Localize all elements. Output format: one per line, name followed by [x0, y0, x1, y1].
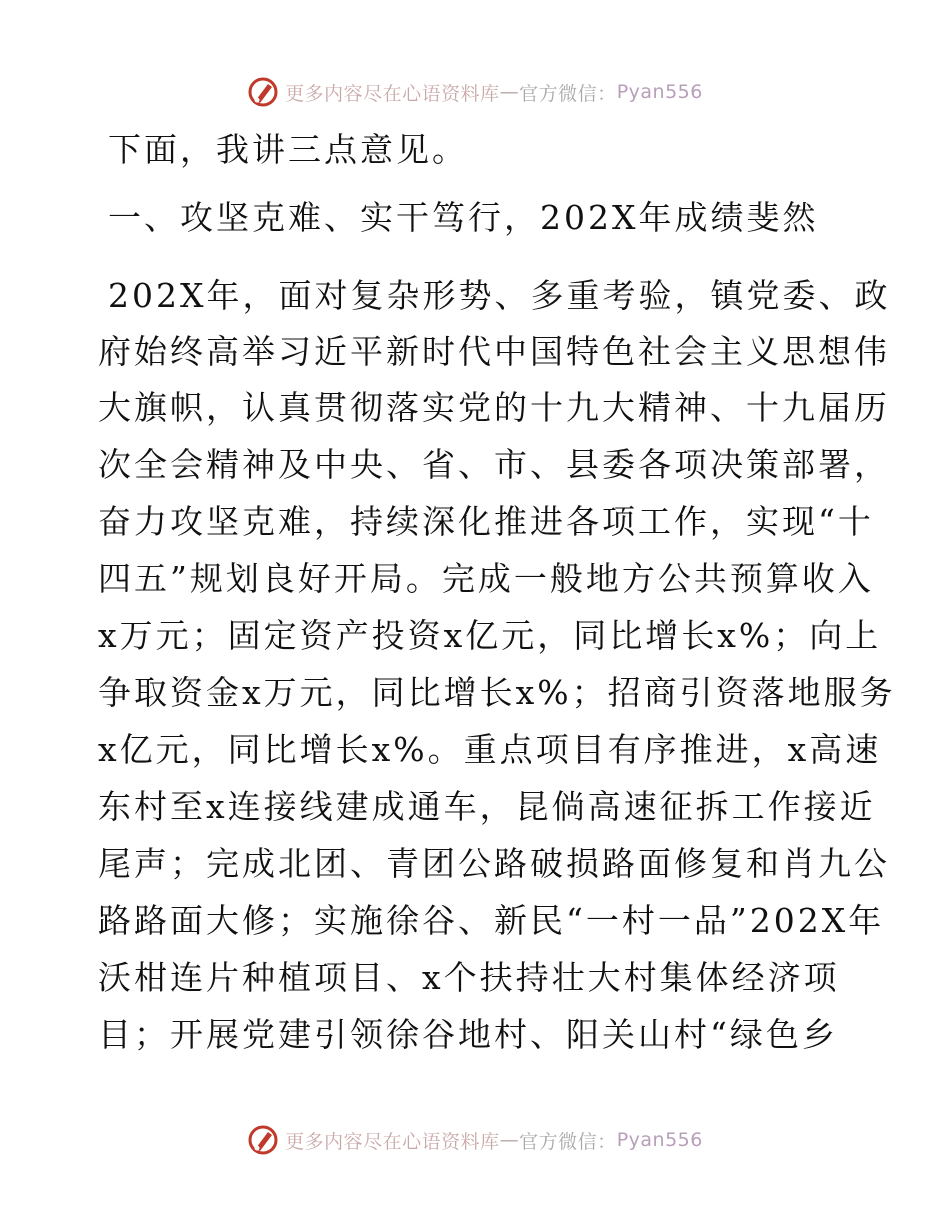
pen-logo-icon: [247, 76, 279, 108]
paragraph-line: 争取资金x万元，同比增长x%；招商引资落地服务: [98, 673, 896, 712]
watermark-banner-top: [0, 72, 950, 112]
watermark-separator: —: [499, 1129, 520, 1151]
paragraph-line: 大旗帜，认真贯彻落实党的十九大精神、十九届历: [98, 388, 890, 427]
watermark-separator: —: [499, 81, 520, 103]
intro-line: 下面，我讲三点意见。: [108, 130, 468, 169]
paragraph-line: x万元；固定资产投资x亿元，同比增长x%；向上: [98, 616, 882, 655]
section-heading: 一、攻坚克难、实干笃行，202X年成绩斐然: [108, 198, 819, 237]
watermark-handle: Pyan556: [616, 1129, 703, 1151]
pen-logo-icon: [247, 1124, 279, 1156]
paragraph-line: 202X年，面对复杂形势、多重考验，镇党委、政: [108, 276, 891, 315]
paragraph-line: 奋力攻坚克难，持续深化推进各项工作，实现“十: [98, 502, 874, 541]
watermark-main-text: 更多内容尽在心语资料库: [285, 1130, 500, 1153]
paragraph-line: 目；开展党建引领徐谷地村、阳关山村“绿色乡: [98, 1015, 838, 1054]
paragraph-line: 东村至x连接线建成通车，昆倘高速征拆工作接近: [98, 787, 876, 826]
watermark-handle: Pyan556: [616, 81, 703, 103]
paragraph-line: x亿元，同比增长x%。重点项目有序推进，x高速: [98, 730, 882, 769]
watermark-banner-bottom: [0, 1120, 950, 1160]
paragraph-line: 路路面大修；实施徐谷、新民“一村一品”202X年: [98, 901, 885, 940]
paragraph-line: 尾声；完成北团、青团公路破损路面修复和肖九公: [98, 844, 890, 883]
paragraph-line: 府始终高举习近平新时代中国特色社会主义思想伟: [98, 332, 890, 371]
watermark-label: 官方微信：: [519, 82, 617, 105]
paragraph-line: 四五”规划良好开局。完成一般地方公共预算收入: [98, 559, 874, 598]
paragraph-line: 次全会精神及中央、省、市、县委各项决策部署，: [98, 445, 890, 484]
watermark-main-text: 更多内容尽在心语资料库: [285, 82, 500, 105]
paragraph-line: 沃柑连片种植项目、x个扶持壮大村集体经济项: [98, 958, 840, 997]
watermark-label: 官方微信：: [519, 1130, 617, 1153]
